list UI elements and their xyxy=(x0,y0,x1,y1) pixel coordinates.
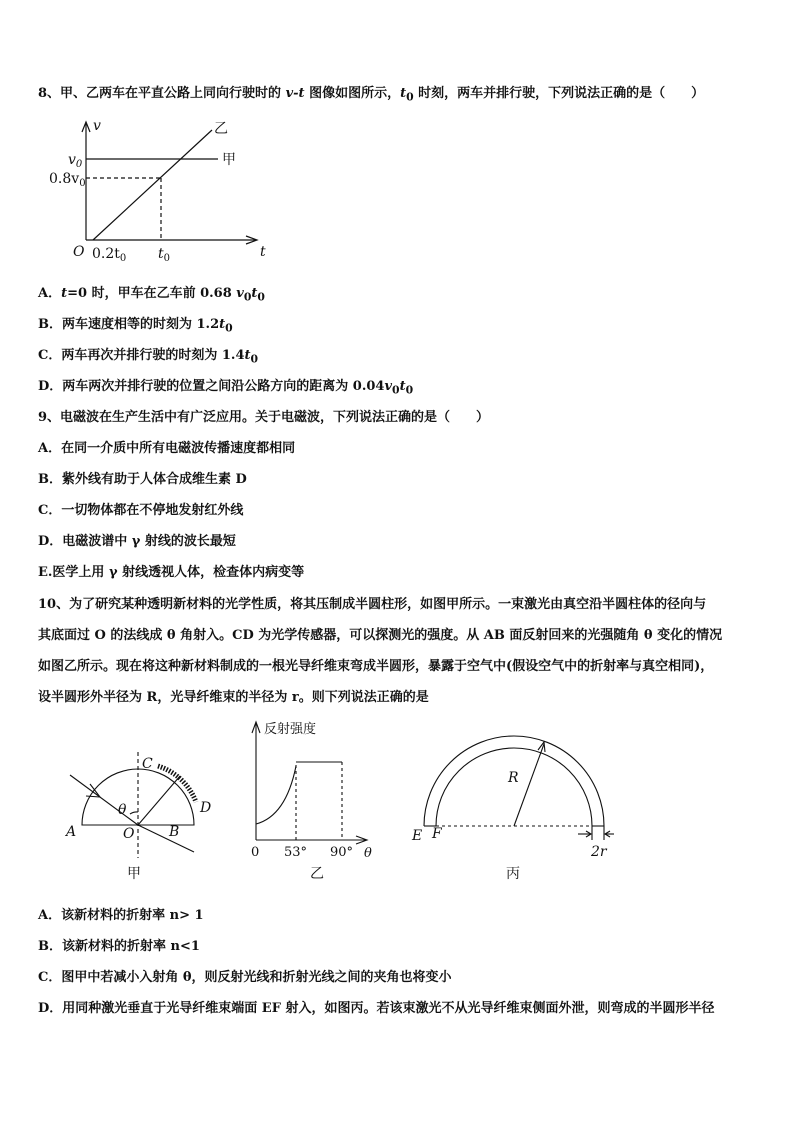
q10-figure-yi xyxy=(246,716,386,886)
q8-stem: 8、甲、乙两车在平直公路上同向行驶时的 v-t 图像如图所示，$t_0$ 时刻，两车并排行驶，下列说法正确的是（ ） xyxy=(38,86,705,104)
yi-53-label: 53° xyxy=(284,845,308,860)
yi-rising-curve xyxy=(256,766,296,824)
q10-stem-line1: 10、为了研究某种透明新材料的光学性质，将其压制成半圆柱形，如图甲所示。一束激光由真空沿半圆柱体的径向与 xyxy=(38,597,707,612)
q10-figure-bing xyxy=(408,730,618,886)
origin-label: O xyxy=(73,244,85,260)
reflected-ray xyxy=(138,776,180,825)
q9-option-b: B．紫外线有助于人体合成维生素 D xyxy=(38,472,247,487)
q10-option-c: C．图甲中若减小入射角 θ，则反射光线和折射光线之间的夹角也将变小 xyxy=(38,970,452,985)
q9-option-e: E.医学上用 γ 射线透视人体，检查体内病变等 xyxy=(38,565,305,580)
q10-figure-jia xyxy=(60,740,220,885)
q8-option-d: D．两车两次并排行驶的位置之间沿公路方向的距离为 $0.04v_0t_0$ xyxy=(38,379,414,397)
car-b-line xyxy=(93,130,212,240)
yi-90-label: 90° xyxy=(330,845,354,860)
point-c-label: C xyxy=(142,756,153,772)
yi-theta-label: θ xyxy=(364,846,372,861)
car-b-label: 乙 xyxy=(214,121,228,137)
q9-option-c: C．一切物体都在不停地发射红外线 xyxy=(38,503,244,518)
caption-bing: 丙 xyxy=(506,866,520,882)
point-a-label: A xyxy=(66,824,77,840)
q10-option-b: B．该新材料的折射率 n<1 xyxy=(38,939,200,954)
x-axis-label: t xyxy=(260,244,266,260)
theta-arc xyxy=(130,812,138,814)
caption-yi: 乙 xyxy=(310,866,324,882)
bing-2r-label: 2r xyxy=(591,844,607,860)
yi-y-label: 反射强度 xyxy=(264,722,317,737)
q9-stem: 9、电磁波在生产生活中有广泛应用。关于电磁波，下列说法正确的是（ ） xyxy=(38,410,490,425)
q10-option-d: D．用同种激光垂直于光导纤维束端面 EF 射入，如图丙。若该束激光不从光导纤维束侧面外泄，则弯成的半圆形半径 xyxy=(38,1001,715,1016)
bing-r-label: R xyxy=(508,770,519,786)
q10-stem-line3: 如图乙所示。现在将这种新材料制成的一根光导纤维束弯成半圆形，暴露于空气中(假设空气中的折射率与真空相同)， xyxy=(38,659,714,674)
v08-label: $0.8v_0$ xyxy=(49,171,86,189)
point-o-label: O xyxy=(123,826,135,842)
q10-option-a: A．该新材料的折射率 n> 1 xyxy=(38,908,204,923)
theta-label: θ xyxy=(118,802,127,818)
q9-option-a: A．在同一介质中所有电磁波传播速度都相同 xyxy=(38,441,296,456)
bing-f-label: F xyxy=(432,826,442,842)
refracted-ray xyxy=(138,825,194,852)
q9-option-d: D．电磁波谱中 γ 射线的波长最短 xyxy=(38,534,236,549)
car-a-label: 甲 xyxy=(222,152,236,168)
q8-option-b: B．两车速度相等的时刻为 $1.2t_0$ xyxy=(38,317,233,335)
point-b-label: B xyxy=(169,824,180,840)
v0-label: $v_0$ xyxy=(68,152,83,170)
incident-ray xyxy=(70,775,138,825)
fiber-inner-arc xyxy=(436,748,592,826)
t0-label: $t_0$ xyxy=(158,246,171,264)
y-axis-label: v xyxy=(93,118,101,134)
t02-label: $0.2t_0$ xyxy=(92,246,127,264)
caption-jia: 甲 xyxy=(127,866,141,882)
sensor-cd xyxy=(158,766,196,802)
q10-stem-line2: 其底面过 O 的法线成 θ 角射入。CD 为光学传感器，可以探测光的强度。从 AB 面反射回来的光强随角 θ 变化的情况 xyxy=(38,628,723,643)
yi-zero-label: 0 xyxy=(251,845,260,860)
q8-vt-graph xyxy=(40,112,270,272)
q8-option-a: A．t=0 时，甲车在乙车前 0.68 $v_0t_0$ xyxy=(38,286,265,304)
q8-option-c: C．两车再次并排行驶的时刻为 $1.4t_0$ xyxy=(38,348,259,366)
bing-e-label: E xyxy=(412,828,423,844)
point-d-label: D xyxy=(200,800,212,816)
q10-stem-line4: 设半圆形外半径为 R，光导纤维束的半径为 r。则下列说法正确的是 xyxy=(38,690,429,705)
